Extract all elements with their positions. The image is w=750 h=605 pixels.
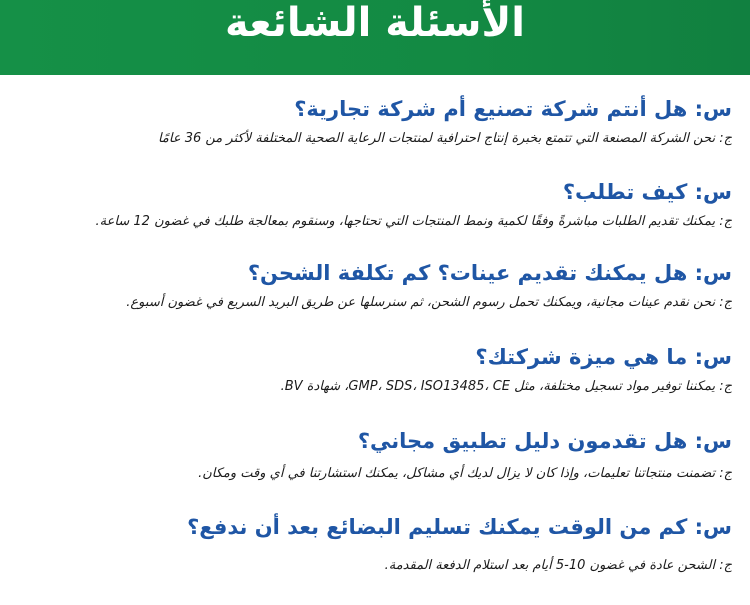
faq-question: س: كيف تطلب؟ [562,180,732,204]
faq-item [17,513,732,576]
faq-answer: ج: الشحن عادة في غضون 10-5 أيام بعد استلام الدفعة المقدمة. [384,558,732,573]
faq-question: س: هل يمكنك تقديم عينات؟ كم تكلفة الشحن؟ [247,261,732,285]
faq-item [17,95,732,149]
faq-question: س: ما هي ميزة شركتك؟ [475,345,732,369]
page-title: الأسئلة الشائعة [225,0,525,47]
faq-answer: ج: نحن نقدم عينات مجانية، ويمكنك تحمل رسوم الشحن، ثم سنرسلها عن طريق البريد السريع في غضون أسبوع. [126,295,732,310]
faq-question: س: هل أنتم شركة تصنيع أم شركة تجارية؟ [294,97,732,121]
faq-item [17,343,732,397]
faq-answer: ج: تضمنت منتجاتنا تعليمات، وإذا كان لا يزال لديك أي مشاكل، يمكنك استشارتنا في أي وقت ومكان. [198,466,732,481]
faq-item [17,427,732,484]
faq-list [0,75,750,605]
faq-answer: ج: يمكنك تقديم الطلبات مباشرةً وفقًا لكمية ونمط المنتجات التي تحتاجها، وسنقوم بمعالجة طلبك في غضون 12 ساعة. [95,214,732,229]
faq-question: س: كم من الوقت يمكنك تسليم البضائع بعد أن ندفع؟ [187,515,732,539]
faq-answer: ج: يمكننا توفير مواد تسجيل مختلفة، مثل GMP، SDS، ISO13485، CE، شهادة BV. [280,379,732,394]
faq-question: س: هل تقدمون دليل تطبيق مجاني؟ [357,429,732,453]
faq-item [17,178,732,232]
page-header [0,0,750,75]
faq-item [17,259,732,313]
faq-answer: ج: نحن الشركة المصنعة التي تتمتع بخبرة إنتاج احترافية لمنتجات الرعاية الصحية المختلفة لأكثر من 36 عامًا [157,131,732,146]
